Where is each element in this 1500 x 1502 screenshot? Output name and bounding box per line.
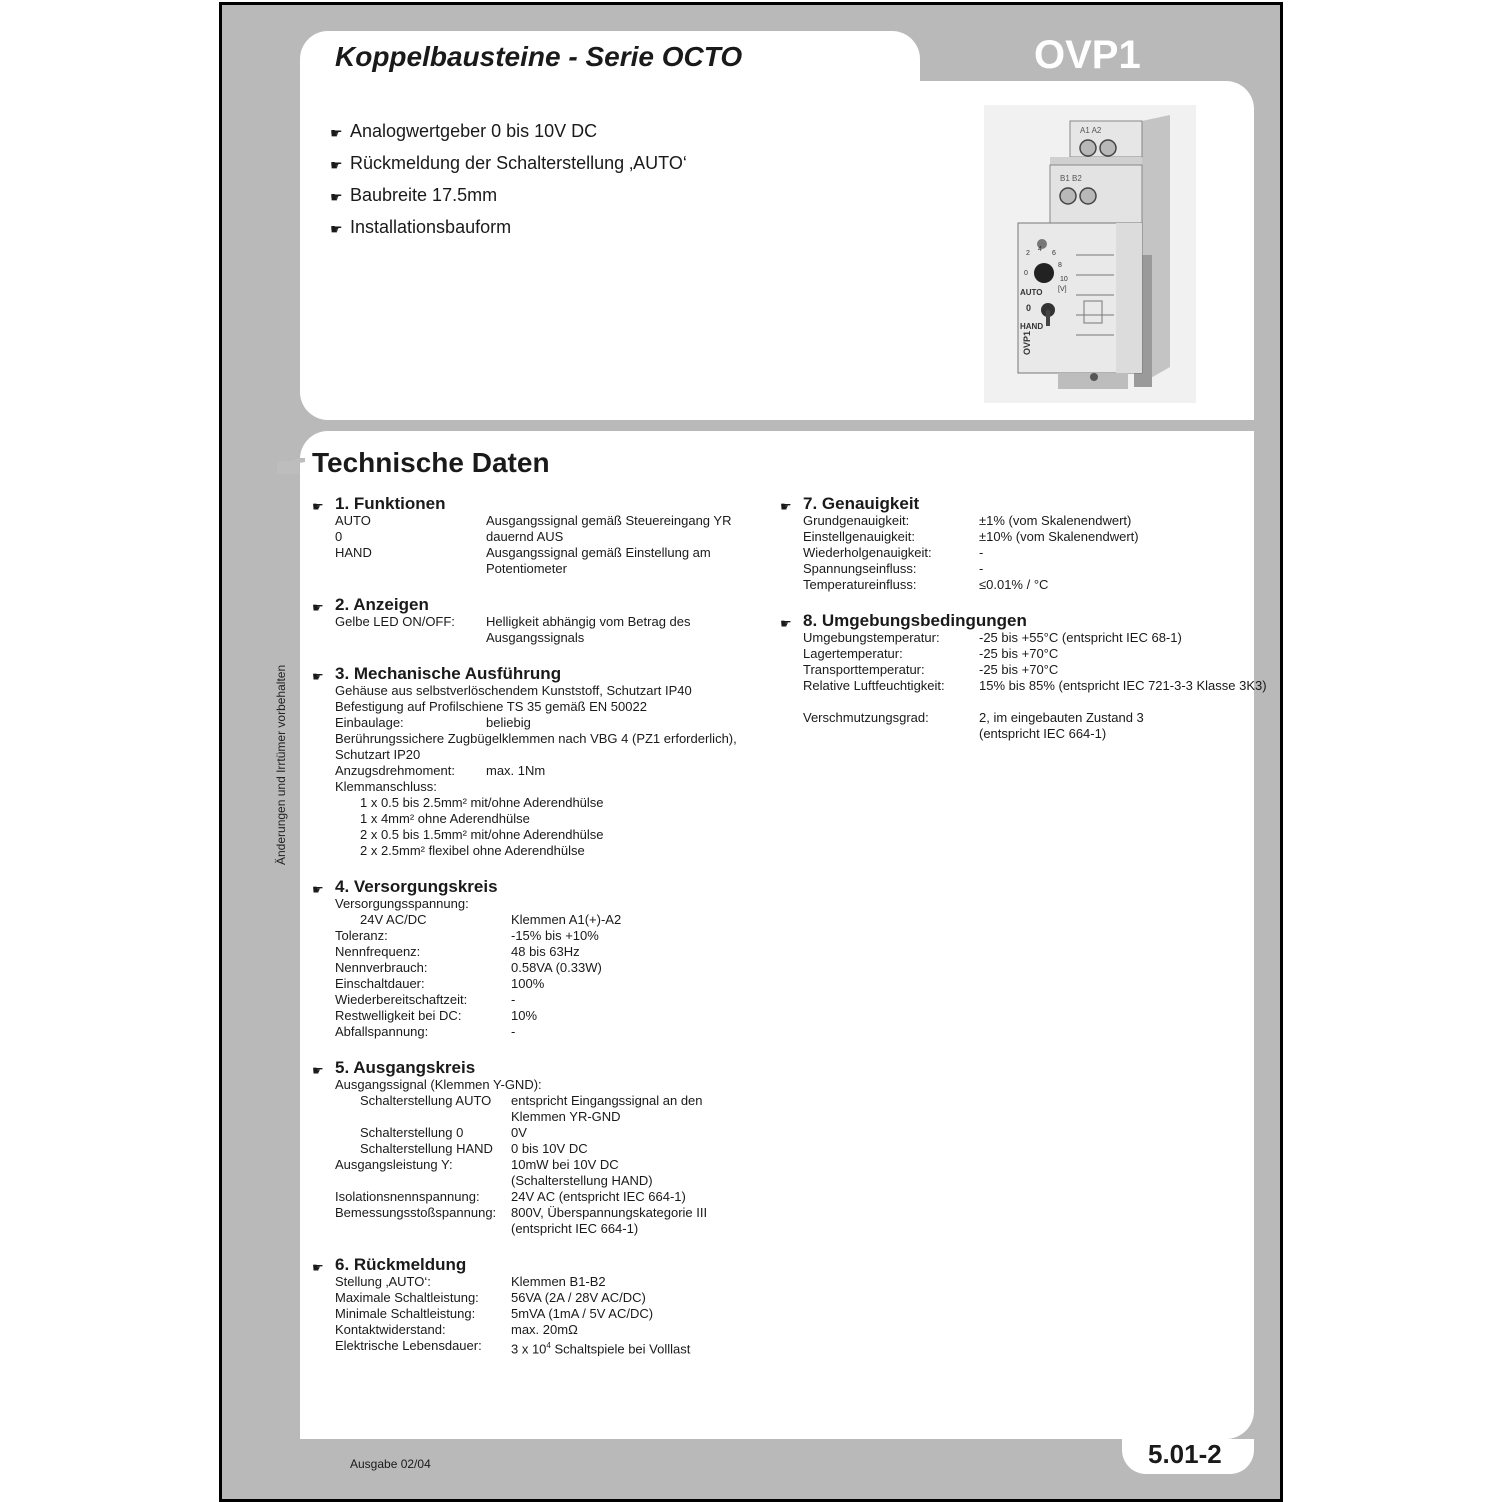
product-photo [984,105,1196,403]
spec-line: 1 x 4mm² ohne Aderendhülse [360,811,530,826]
svg-text:[V]: [V] [1058,286,1067,293]
block-heading: ☛ 4. Versorgungskreis [312,876,732,896]
svg-text:2: 2 [1026,250,1030,257]
block-mechanik [312,663,737,859]
pointing-hand-icon: ☛ [312,882,324,897]
pointing-hand-icon [276,457,306,475]
block-heading: ☛ 8. Umgebungsbedingungen [780,610,1220,630]
pointing-hand-icon: ☛ [312,669,324,684]
spec-row: Nennfrequenz: 48 bis 63Hz [335,944,580,959]
spec-row: Elektrische Lebensdauer: 3 x $10^4$ Schaltspiele bei Volllast [335,1338,691,1357]
block-anzeigen [312,594,732,646]
spec-row: Kontaktwiderstand: max. 20mΩ [335,1322,578,1337]
block-versorgung [312,876,732,1040]
feature-item: ☛ Rückmeldung der Schalterstellung ‚AUTO‘ [330,149,687,181]
spec-row: Einschaltdauer: 100% [335,976,545,991]
spec-line: Berührungssichere Zugbügelklemmen nach VBG 4 (PZ1 erforderlich), [335,731,737,746]
svg-text:OVP1: OVP1 [1022,330,1032,355]
svg-text:B1 B2: B1 B2 [1060,174,1082,183]
block-genauigkeit [780,493,1220,593]
spec-row: Temperatureinfluss: ≤0.01% / °C [803,577,1049,592]
spec-row: Toleranz: -15% bis +10% [335,928,599,943]
pointing-hand-icon: ☛ [312,1063,324,1078]
spec-row: Relative Luftfeuchtigkeit: 15% bis 85% (entspricht IEC 721-3-3 Klasse 3K3) [803,678,1267,693]
spec-row: 24V AC/DC Klemmen A1(+)-A2 [360,912,622,927]
pointing-hand-icon: ☛ [330,125,343,141]
pointing-hand-icon: ☛ [780,616,792,631]
datasheet-page [219,2,1283,1502]
spec-row: Maximale Schaltleistung: 56VA (2A / 28V AC/DC) [335,1290,646,1305]
spec-row: Wiederholgenauigkeit: - [803,545,984,560]
svg-text:4: 4 [1038,246,1042,253]
spec-row: Transporttemperatur: -25 bis +70°C [803,662,1059,677]
pointing-hand-icon: ☛ [330,189,343,205]
section-title: Technische Daten [312,447,550,479]
right-column [780,493,1267,759]
pointing-hand-icon: ☛ [312,600,324,615]
block-ausgang [312,1057,732,1237]
disclaimer-vertical: Änderungen und Irrtümer vorbehalten [274,664,288,865]
svg-text:6: 6 [1052,250,1056,257]
block-heading: ☛ 7. Genauigkeit [780,493,1220,513]
svg-text:A1 A2: A1 A2 [1080,126,1102,135]
block-heading: ☛ 3. Mechanische Ausführung [312,663,732,683]
pointing-hand-icon: ☛ [312,1260,324,1275]
block-rueckmeldung [312,1254,732,1357]
spec-line: Klemmanschluss: [335,779,437,794]
block-heading: ☛ 2. Anzeigen [312,594,732,614]
spec-row: AUTO Ausgangssignal gemäß Steuereingang YR [335,513,732,528]
spec-row: Grundgenauigkeit: ±1% (vom Skalenendwert) [803,513,1132,528]
spec-row: Restwelligkeit bei DC: 10% [335,1008,538,1023]
block-heading: ☛ 5. Ausgangskreis [312,1057,732,1077]
svg-text:8: 8 [1058,262,1062,269]
spec-line: Schutzart IP20 [335,747,421,762]
spec-row: Anzugsdrehmoment: max. 1Nm [335,763,546,778]
spec-line: Ausgangssignal (Klemmen Y-GND): [335,1077,542,1092]
header-title: Koppelbausteine - Serie OCTO [335,41,743,72]
spec-row: Umgebungstemperatur: -25 bis +55°C (entspricht IEC 68-1) [803,630,1182,645]
pointing-hand-icon: ☛ [330,157,343,173]
svg-text:HAND: HAND [1020,322,1044,331]
spec-row: 0 dauernd AUS [335,529,564,544]
block-heading: ☛ 1. Funktionen [312,493,732,513]
spec-row: Schalterstellung AUTO entspricht Eingangssignal an den Klemmen YR-GND [360,1093,703,1124]
block-heading: ☛ 6. Rückmeldung [312,1254,732,1274]
spec-row: Schalterstellung HAND 0 bis 10V DC [360,1141,588,1156]
spec-row: Isolationsnennspannung: 24V AC (entspricht IEC 664-1) [335,1189,686,1204]
model-code: OVP1 [1034,33,1141,77]
spec-row: Minimale Schaltleistung: 5mVA (1mA / 5V AC/DC) [335,1306,654,1321]
spec-line: 2 x 0.5 bis 1.5mm² mit/ohne Aderendhülse [360,827,604,842]
feature-list [330,117,687,245]
spec-row: Gelbe LED ON/OFF: Helligkeit abhängig vom Betrag des Ausgangssignals [335,614,691,645]
page-number: 5.01-2 [1148,1439,1222,1469]
block-umgebung [780,610,1267,742]
pointing-hand-icon: ☛ [330,221,343,237]
left-column [312,493,737,1374]
spec-row: Lagertemperatur: -25 bis +70°C [803,646,1059,661]
svg-text:AUTO: AUTO [1020,288,1043,297]
pointing-hand-icon: ☛ [780,499,792,514]
spec-line: 1 x 0.5 bis 2.5mm² mit/ohne Aderendhülse [360,795,604,810]
svg-text:10: 10 [1060,276,1068,283]
spec-line: Gehäuse aus selbstverlöschendem Kunststoff, Schutzart IP40 [335,683,692,698]
spec-line: 2 x 2.5mm² flexibel ohne Aderendhülse [360,843,585,858]
spec-row: Einstellgenauigkeit: ±10% (vom Skalenendwert) [803,529,1139,544]
spec-row: Einbaulage: beliebig [335,715,531,730]
feature-item: ☛ Analogwertgeber 0 bis 10V DC [330,117,687,149]
spec-row: Stellung ‚AUTO‘: Klemmen B1-B2 [335,1274,606,1289]
spec-row: Nennverbrauch: 0.58VA (0.33W) [335,960,602,975]
spec-row: Wiederbereitschaftzeit: - [335,992,516,1007]
spec-line: Versorgungsspannung: [335,896,469,911]
spec-row: Schalterstellung 0 0V [360,1125,527,1140]
edition-label: Ausgabe 02/04 [350,1457,431,1471]
spec-row: Spannungseinfluss: - [803,561,984,576]
spec-line: Befestigung auf Profilschiene TS 35 gemäß EN 50022 [335,699,647,714]
spec-row: HAND Ausgangssignal gemäß Einstellung am Potentiometer [335,545,711,576]
spec-row: Bemessungsstoßspannung: 800V, Überspannungskategorie III (entspricht IEC 664-1) [335,1205,708,1236]
feature-item: ☛ Baubreite 17.5mm [330,181,687,213]
svg-text:0: 0 [1024,270,1028,277]
spec-row: Verschmutzungsgrad: 2, im eingebauten Zustand 3 (entspricht IEC 664-1) [803,710,1144,741]
spec-row: Ausgangsleistung Y: 10mW bei 10V DC (Schalterstellung HAND) [335,1157,653,1188]
spec-row: Abfallspannung: - [335,1024,516,1039]
feature-item: ☛ Installationsbauform [330,213,687,245]
svg-text:0: 0 [1026,303,1032,313]
pointing-hand-icon: ☛ [312,499,324,514]
block-funktionen [312,493,732,577]
